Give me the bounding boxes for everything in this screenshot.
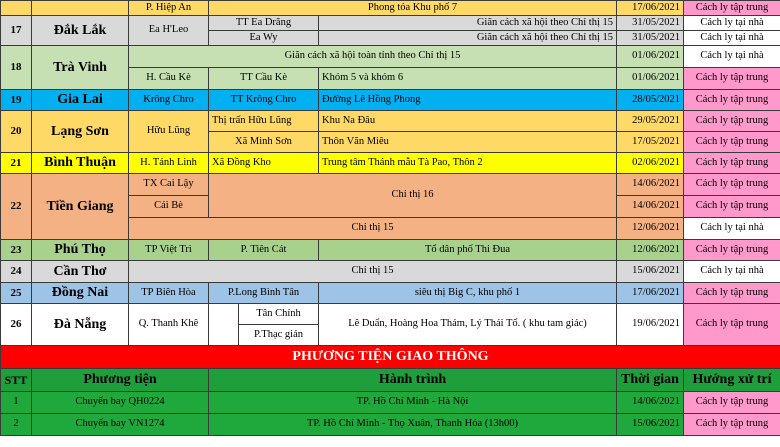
stt-cell: 23 [1, 240, 32, 261]
place-cell: P.Thạc gián [239, 325, 319, 346]
time-cell: 14/06/2021 [617, 392, 684, 414]
province-cell: Bình Thuận [32, 153, 129, 174]
table-row [1, 1, 780, 16]
district-cell: Krông Chro [129, 90, 209, 111]
route-cell: TP. Hồ Chí Minh - Thọ Xuân, Thanh Hóa (13h00) [209, 414, 617, 436]
table-row [1, 283, 780, 304]
stt-cell: 24 [1, 261, 32, 283]
detail-cell: Thôn Văn Miêu [319, 132, 617, 153]
province-cell: Tiền Giang [32, 174, 129, 240]
detail-cell: Tổ dân phố Thi Đua [319, 240, 617, 261]
action-cell: Cách ly tập trung [684, 240, 780, 261]
date-cell: 15/06/2021 [617, 261, 684, 283]
detail-cell: Chỉ thị 16 [209, 174, 617, 218]
detail-cell: Chỉ thị 15 [129, 218, 617, 240]
date-cell: 01/06/2021 [617, 68, 684, 90]
district-cell: P. Hiệp An [129, 1, 209, 16]
action-cell: Cách ly tập trung [684, 132, 780, 153]
action-cell: Cách ly tập trung [684, 414, 780, 436]
vehicle-cell: Chuyến bay VN1274 [32, 414, 209, 436]
place-cell: Xã Minh Sơn [209, 132, 319, 153]
time-cell: 15/06/2021 [617, 414, 684, 436]
action-cell: Cách ly tại nhà [684, 16, 780, 31]
section-title: PHƯƠNG TIỆN GIAO THÔNG [1, 346, 780, 369]
detail-cell: Trung tâm Thánh mẫu Tà Pao, Thôn 2 [319, 153, 617, 174]
action-cell: Cách ly tập trung [684, 153, 780, 174]
header-time: Thời gian [617, 369, 684, 392]
date-cell: 17/06/2021 [617, 283, 684, 304]
section-title-row [1, 346, 780, 369]
date-cell: 02/06/2021 [617, 153, 684, 174]
action-cell: Cách ly tập trung [684, 90, 780, 111]
province-cell: Phú Thọ [32, 240, 129, 261]
stt-cell: 19 [1, 90, 32, 111]
date-cell: 28/05/2021 [617, 90, 684, 111]
table-row [1, 304, 780, 325]
action-cell: Cách ly tại nhà [684, 31, 780, 46]
action-cell: Cách ly tập trung [684, 304, 780, 346]
table-row [1, 392, 780, 414]
detail-cell: Đường Lê Hồng Phong [319, 90, 617, 111]
table-row [1, 153, 780, 174]
date-cell: 17/05/2021 [617, 132, 684, 153]
district-cell: Q. Thanh Khê [129, 304, 209, 346]
date-cell: 12/06/2021 [617, 240, 684, 261]
action-cell: Cách ly tập trung [684, 283, 780, 304]
province-cell: Lạng Sơn [32, 111, 129, 153]
action-cell: Cách ly tại nhà [684, 261, 780, 283]
action-cell: Cách ly tập trung [684, 68, 780, 90]
place-cell: Thị trấn Hữu Lũng [209, 111, 319, 132]
place-cell: TT Cầu Kè [209, 68, 319, 90]
action-cell: Cách ly tập trung [684, 174, 780, 196]
province-cell: Trà Vinh [32, 46, 129, 90]
date-cell: 14/06/2021 [617, 196, 684, 218]
header-route: Hành trình [209, 369, 617, 392]
place-cell: P. Tiên Cát [209, 240, 319, 261]
date-cell: 31/05/2021 [617, 16, 684, 31]
table-row [1, 414, 780, 436]
transport-header-row [1, 369, 780, 392]
action-cell: Cách ly tập trung [684, 196, 780, 218]
district-cell: Hữu Lũng [129, 111, 209, 153]
header-vehicle: Phương tiện [32, 369, 209, 392]
stt-cell: 18 [1, 46, 32, 90]
date-cell: 14/06/2021 [617, 174, 684, 196]
district-cell: Ea H'Leo [129, 16, 209, 46]
date-cell: 19/06/2021 [617, 304, 684, 346]
detail-cell: Khóm 5 và khóm 6 [319, 68, 617, 90]
stt-cell: 20 [1, 111, 32, 153]
detail-cell: Giãn cách xã hội theo Chỉ thị 15 [319, 31, 617, 46]
province-cell: Cần Thơ [32, 261, 129, 283]
date-cell: 29/05/2021 [617, 111, 684, 132]
table-row [1, 90, 780, 111]
stt-cell: 17 [1, 16, 32, 46]
district-cell: H. Tánh Linh [129, 153, 209, 174]
header-stt: STT [1, 369, 32, 392]
stt-cell: 1 [1, 392, 32, 414]
action-cell: Cách ly tại nhà [684, 46, 780, 68]
province-cell: Đà Nẵng [32, 304, 129, 346]
district-cell: TP Biên Hòa [129, 283, 209, 304]
district-cell: H. Cầu Kè [129, 68, 209, 90]
header-action: Hướng xử trí [684, 369, 780, 392]
place-cell: Tân Chính [239, 304, 319, 325]
stt-cell: 25 [1, 283, 32, 304]
table-row [1, 261, 780, 283]
stt-cell: 26 [1, 304, 32, 346]
action-cell: Cách ly tập trung [684, 111, 780, 132]
place-cell: P.Long Bình Tân [209, 283, 319, 304]
vehicle-cell: Chuyến bay QH0224 [32, 392, 209, 414]
detail-cell: Lê Duẩn, Hoàng Hoa Thám, Lý Thái Tổ. ( khu tam giác) [319, 304, 617, 346]
action-cell: Cách ly tập trung [684, 392, 780, 414]
detail-cell: Chỉ thị 15 [129, 261, 617, 283]
action-cell: Cách ly tại nhà [684, 218, 780, 240]
province-cell: Đồng Nai [32, 283, 129, 304]
table-row [1, 16, 780, 31]
detail-cell: siêu thị Big C, khu phố 1 [319, 283, 617, 304]
action-cell: Cách ly tập trung [684, 1, 780, 16]
date-cell: 12/06/2021 [617, 218, 684, 240]
province-cell: Gia Lai [32, 90, 129, 111]
table-row [1, 111, 780, 132]
detail-cell: Phong tỏa Khu phố 7 [209, 1, 617, 16]
table-row [1, 240, 780, 261]
detail-cell: Khu Na Đâu [319, 111, 617, 132]
province-cell: Đắk Lắk [32, 16, 129, 46]
stt-cell: 22 [1, 174, 32, 240]
date-cell: 17/06/2021 [617, 1, 684, 16]
place-cell: TT Krông Chro [209, 90, 319, 111]
date-cell: 31/05/2021 [617, 31, 684, 46]
table-row [1, 174, 780, 196]
date-cell: 01/06/2021 [617, 46, 684, 68]
place-cell: Ea Wy [209, 31, 319, 46]
table-row [1, 46, 780, 68]
route-cell: TP. Hồ Chí Minh - Hà Nội [209, 392, 617, 414]
stt-cell: 2 [1, 414, 32, 436]
place-cell: Xã Đồng Kho [209, 153, 319, 174]
detail-cell: Giãn cách xã hội theo Chỉ thị 15 [319, 16, 617, 31]
stt-cell: 21 [1, 153, 32, 174]
district-cell: Cái Bè [129, 196, 209, 218]
district-cell: TX Cai Lậy [129, 174, 209, 196]
place-cell: TT Ea Drăng [209, 16, 319, 31]
district-cell: TP Việt Trì [129, 240, 209, 261]
detail-cell: Giãn cách xã hội toàn tỉnh theo Chỉ thị 15 [129, 46, 617, 68]
